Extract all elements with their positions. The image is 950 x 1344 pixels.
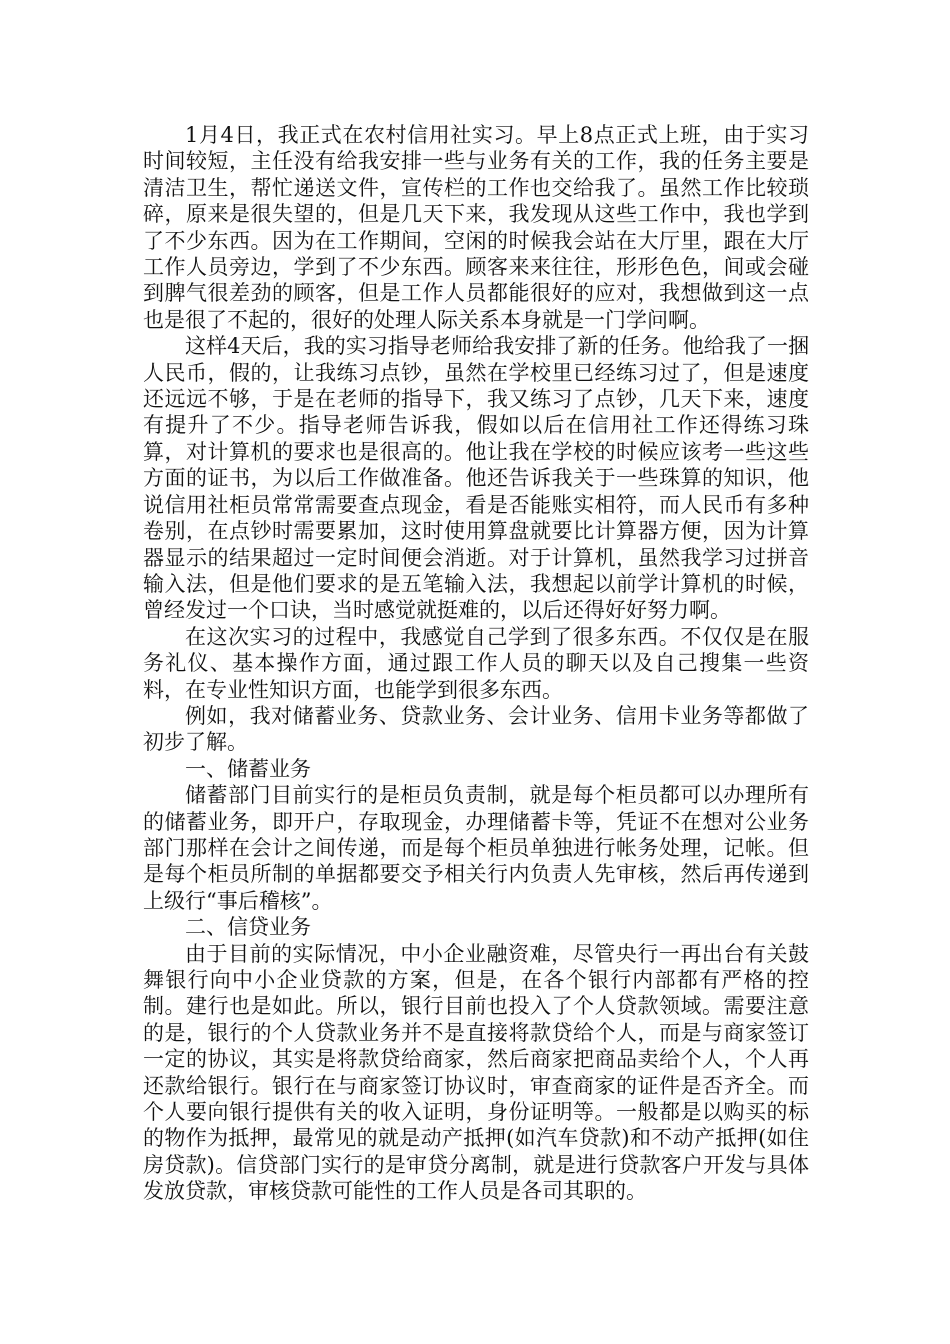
paragraph-cash-counting: 这样4天后，我的实习指导老师给我安排了新的任务。他给我了一捆人民币，假的，让我练习点钞，虽然在学校里已经练习过了，但是速度还远远不够，于是在老师的指导下，我又练习了点钞，几天下来，速度有提升了不少。指导老师告诉我，假如以后在信用社工作还得练习珠算，对计算机的要求也是很高的。他让我在学校的时候应该考一些这些方面的证书，为以后工作做准备。他还告诉我关于一些珠算的知识，他说信用社柜员常常需要查点现金，看是否能账实相符，而人民币有多种卷别，在点钞时需要累加，这时使用算盘就要比计算器方便，因为计算器显示的结果超过一定时间便会消逝。对于计算机，虽然我学习过拼音输入法，但是他们要求的是五笔输入法，我想起以前学计算机的时候，曾经发过一个口诀，当时感觉就挺难的，以后还得好好努力啊。 <box>143 334 809 623</box>
document-page <box>143 122 809 1205</box>
paragraph-first-week: 1月4日，我正式在农村信用社实习。早上8点正式上班，由于实习时间较短，主任没有给我安排一些与业务有关的工作，我的任务主要是清洁卫生，帮忙递送文件，宣传栏的工作也交给我了。虽然工作比较琐碎，原来是很失望的，但是几天下来，我发现从这些工作中，我也学到了不少东西。因为在工作期间，空闲的时候我会站在大厅里，跟在大厅工作人员旁边，学到了不少东西。顾客来来往往，形形色色，间或会碰到脾气很差劲的顾客，但是工作人员都能很好的应对，我想做到这一点也是很了不起的，很好的处理人际关系本身就是一门学问啊。 <box>143 123 809 332</box>
heading-savings-business: 一、储蓄业务 <box>185 756 311 781</box>
paragraph-business-overview: 例如，我对储蓄业务、贷款业务、会计业务、信用卡业务等都做了初步了解。 <box>143 703 809 755</box>
paragraph-learning-summary: 在这次实习的过程中，我感觉自己学到了很多东西。不仅仅是在服务礼仪、基本操作方面，通过跟工作人员的聊天以及自己搜集一些资料，在专业性知识方面，也能学到很多东西。 <box>143 624 809 702</box>
heading-credit-business: 二、信贷业务 <box>185 915 311 940</box>
paragraph-credit-business: 由于目前的实际情况，中小企业融资难，尽管央行一再出台有关鼓舞银行向中小企业贷款的方案，但是，在各个银行内部都有严格的控制。建行也是如此。所以，银行目前也投入了个人贷款领域。需要注意的是，银行的个人贷款业务并不是直接将款贷给个人，而是与商家签订一定的协议，其实是将款贷给商家，然后商家把商品卖给个人，个人再还款给银行。银行在与商家签订协议时，审查商家的证件是否齐全。而个人要向银行提供有关的收入证明，身份证明等。一般都是以购买的标的物作为抵押，最常见的就是动产抵押(如汽车贷款)和不动产抵押(如住房贷款)。信贷部门实行的是审贷分离制，就是进行贷款客户开发与具体发放贷款，审核贷款可能性的工作人员是各司其职的。 <box>143 941 809 1204</box>
paragraph-savings-business: 储蓄部门目前实行的是柜员负责制，就是每个柜员都可以办理所有的储蓄业务，即开户，存取现金，办理储蓄卡等，凭证不在想对公业务部门那样在会计之间传递，而是每个柜员单独进行帐务处理，记帐。但是每个柜员所制的单据都要交予相关行内负责人先审核，然后再传递到上级行“事后稽核”。 <box>143 783 809 913</box>
